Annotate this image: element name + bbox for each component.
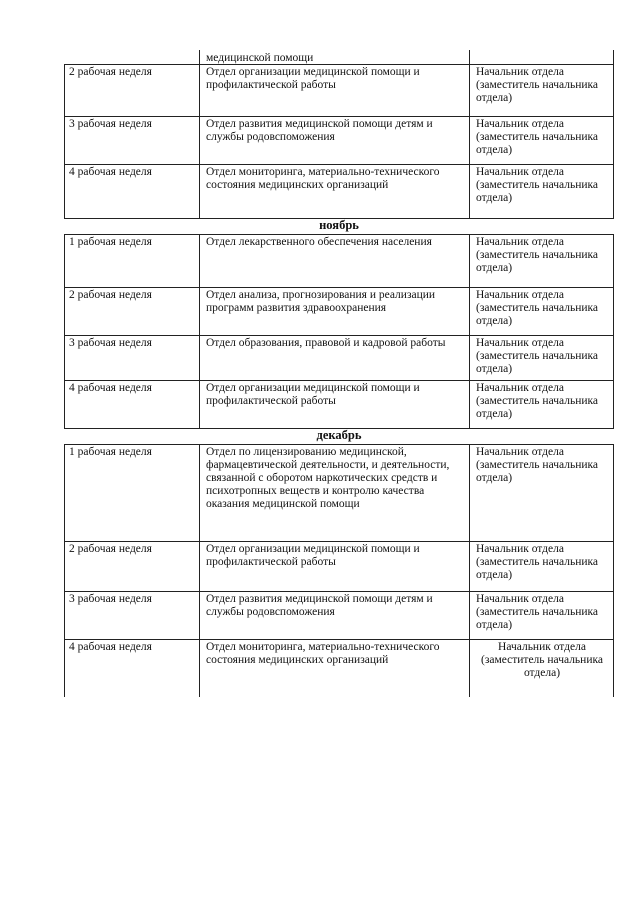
week-cell: 2 рабочая неделя: [69, 543, 152, 555]
responsible-cell: Начальник отдела (заместитель начальника отдела): [469, 591, 614, 639]
table-row: [64, 287, 614, 335]
table-row: [64, 335, 614, 380]
responsible-cell: Начальник отдела (заместитель начальника отдела): [469, 639, 614, 697]
week-cell: 3 рабочая неделя: [69, 118, 152, 130]
responsible-cell: Начальник отдела (заместитель начальника отдела): [469, 541, 614, 591]
responsible-cell: Начальник отдела (заместитель начальника отдела): [469, 335, 614, 380]
schedule-table: [64, 50, 614, 697]
table-row: [64, 234, 614, 287]
responsible-cell: Начальник отдела (заместитель начальника отдела): [469, 64, 614, 116]
department-cell: Отдел мониторинга, материально-технического состояния медицинских организаций: [199, 164, 469, 218]
week-cell: 1 рабочая неделя: [69, 446, 152, 458]
december-rows: [64, 444, 614, 697]
responsible-cell: Начальник отдела (заместитель начальника отдела): [469, 444, 614, 541]
department-cell: Отдел анализа, прогнозирования и реализации программ развития здравоохранения: [199, 287, 469, 335]
department-cell: Отдел мониторинга, материально-технического состояния медицинских организаций: [199, 639, 469, 697]
department-cell: Отдел организации медицинской помощи и профилактической работы: [199, 541, 469, 591]
department-cell: Отдел организации медицинской помощи и профилактической работы: [199, 64, 469, 116]
week-cell: 4 рабочая неделя: [69, 641, 152, 653]
department-cell: медицинской помощи: [199, 50, 469, 64]
table-row: [64, 591, 614, 639]
week-cell: 3 рабочая неделя: [69, 337, 152, 349]
responsible-cell: Начальник отдела (заместитель начальника отдела): [469, 116, 614, 164]
responsible-cell: Начальник отдела (заместитель начальника отдела): [469, 287, 614, 335]
table-row: [64, 116, 614, 164]
department-cell: Отдел по лицензированию медицинской, фармацевтической деятельности, и деятельности, связанной с оборотом наркотических средств и психотропных веществ и контролю качества оказания медицинской помощи: [199, 444, 469, 541]
week-cell: 4 рабочая неделя: [69, 382, 152, 394]
week-cell: 2 рабочая неделя: [69, 66, 152, 78]
responsible-cell: Начальник отдела (заместитель начальника отдела): [469, 164, 614, 218]
week-cell: 4 рабочая неделя: [69, 166, 152, 178]
department-cell: Отдел лекарственного обеспечения населения: [199, 234, 469, 287]
month-heading-november: ноябрь: [319, 218, 359, 232]
week-cell: 3 рабочая неделя: [69, 593, 152, 605]
department-cell: Отдел образования, правовой и кадровой работы: [199, 335, 469, 380]
table-row-continuation: [64, 50, 614, 64]
table-row: [64, 380, 614, 428]
department-cell: Отдел организации медицинской помощи и профилактической работы: [199, 380, 469, 428]
responsible-cell: Начальник отдела (заместитель начальника отдела): [469, 234, 614, 287]
october-rows: [64, 64, 614, 218]
week-cell: 1 рабочая неделя: [69, 236, 152, 248]
month-heading-december: декабрь: [316, 428, 362, 442]
table-row: [64, 164, 614, 218]
responsible-cell: Начальник отдела (заместитель начальника отдела): [469, 380, 614, 428]
november-rows: [64, 234, 614, 428]
department-cell: Отдел развития медицинской помощи детям и службы родовспоможения: [199, 116, 469, 164]
table-row: [64, 639, 614, 697]
table-row: [64, 64, 614, 116]
week-cell: 2 рабочая неделя: [69, 289, 152, 301]
department-cell: Отдел развития медицинской помощи детям и службы родовспоможения: [199, 591, 469, 639]
table-row: [64, 444, 614, 541]
table-row: [64, 541, 614, 591]
